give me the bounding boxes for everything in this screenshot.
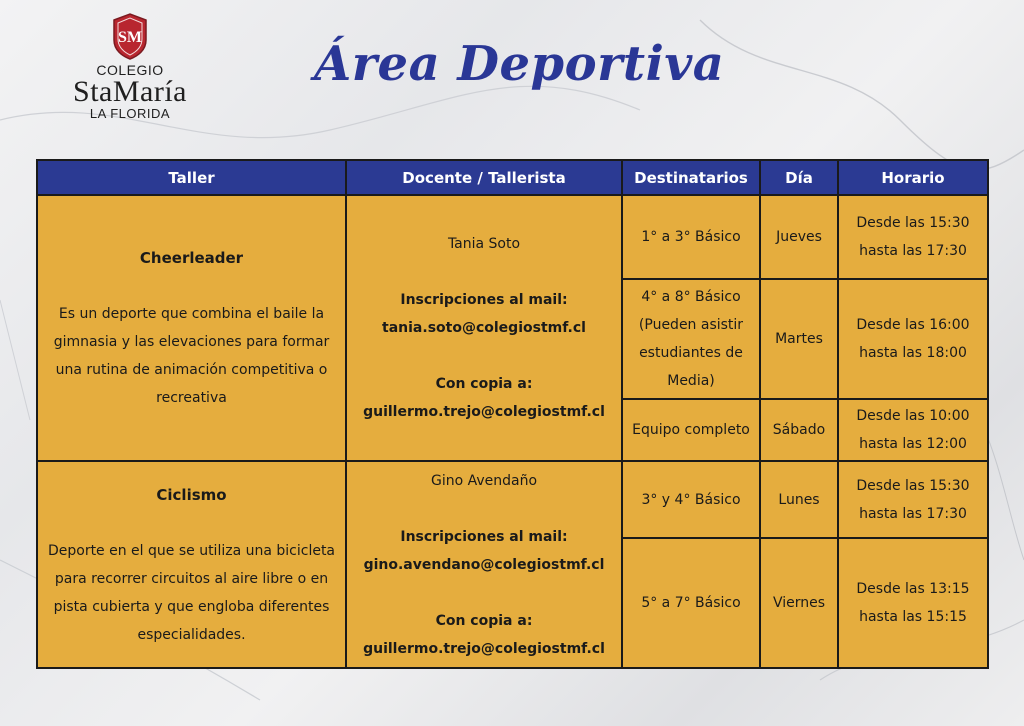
time-to: hasta las 18:00 (859, 345, 967, 361)
day-cell: Viernes (760, 538, 838, 668)
time-from: Desde las 16:00 (856, 317, 970, 333)
audience-cell: 3° y 4° Básico (622, 461, 760, 538)
time-from: Desde las 15:30 (856, 477, 970, 494)
time-to: hasta las 17:30 (859, 505, 967, 522)
day-cell: Martes (760, 279, 838, 399)
copy-label: Con copia a: (435, 376, 533, 392)
audience-cell: 5° a 7° Básico (622, 538, 760, 668)
time-from: Desde las 10:00 (856, 408, 970, 424)
audience-cell: Equipo completo (622, 399, 760, 461)
logo-line-location: LA FLORIDA (89, 106, 171, 121)
teacher-name: Tania Soto (447, 236, 521, 252)
table-header-row (37, 160, 988, 195)
page-title: Área Deportiva (314, 36, 725, 92)
header-docente: Docente / Tallerista (346, 160, 622, 195)
teacher-cell (346, 461, 622, 668)
mail-address[interactable]: tania.soto@colegiostmf.cl (382, 320, 586, 336)
teacher-name: Gino Avendaño (430, 472, 538, 489)
time-cell (838, 195, 988, 279)
workshop-cell (37, 195, 346, 461)
time-to: hasta las 15:15 (859, 609, 967, 625)
day-cell: Lunes (760, 461, 838, 538)
school-logo (40, 12, 220, 132)
workshop-name: Cheerleader (139, 249, 244, 267)
time-to: hasta las 12:00 (859, 436, 967, 452)
logo-line-colegio: COLEGIO (96, 62, 164, 78)
workshop-description: Es un deporte que combina el baile la gimnasia y las elevaciones para formar una rutina de animación competitiva o recreativa (53, 306, 330, 406)
header-destinatarios: Destinatarios (622, 160, 760, 195)
copy-label: Con copia a: (435, 612, 533, 629)
copy-mail-address[interactable]: guillermo.trejo@colegiostmf.cl (363, 404, 605, 420)
audience-cell: 1° a 3° Básico (622, 195, 760, 279)
teacher-cell (346, 195, 622, 461)
mail-address[interactable]: gino.avendano@colegiostmf.cl (363, 556, 605, 573)
time-cell (838, 538, 988, 668)
school-emblem-icon (110, 12, 150, 60)
time-cell (838, 461, 988, 538)
audience-cell: 4° a 8° Básico (Pueden asistir estudiantes de Media) (622, 279, 760, 399)
table-row (37, 195, 988, 279)
copy-mail-address[interactable]: guillermo.trejo@colegiostmf.cl (363, 640, 605, 657)
day-cell: Sábado (760, 399, 838, 461)
time-to: hasta las 17:30 (859, 243, 967, 259)
header-horario: Horario (838, 160, 988, 195)
workshop-description: Deporte en el que se utiliza una bicicleta para recorrer circuitos al aire libre o en pista cubierta y que engloba diferentes especialidades. (47, 542, 336, 643)
workshop-cell (37, 461, 346, 668)
mail-label: Inscripciones al mail: (400, 528, 568, 545)
header-dia: Día (760, 160, 838, 195)
table-row (37, 461, 988, 538)
emblem-letters: SM (118, 29, 142, 46)
time-cell (838, 279, 988, 399)
workshop-name: Ciclismo (156, 485, 227, 504)
schedule-table (36, 159, 989, 669)
logo-line-name: StaMaría (73, 75, 187, 108)
time-from: Desde las 13:15 (856, 581, 970, 597)
time-from: Desde las 15:30 (856, 215, 970, 231)
day-cell: Jueves (760, 195, 838, 279)
mail-label: Inscripciones al mail: (400, 292, 568, 308)
header-taller: Taller (37, 160, 346, 195)
time-cell (838, 399, 988, 461)
